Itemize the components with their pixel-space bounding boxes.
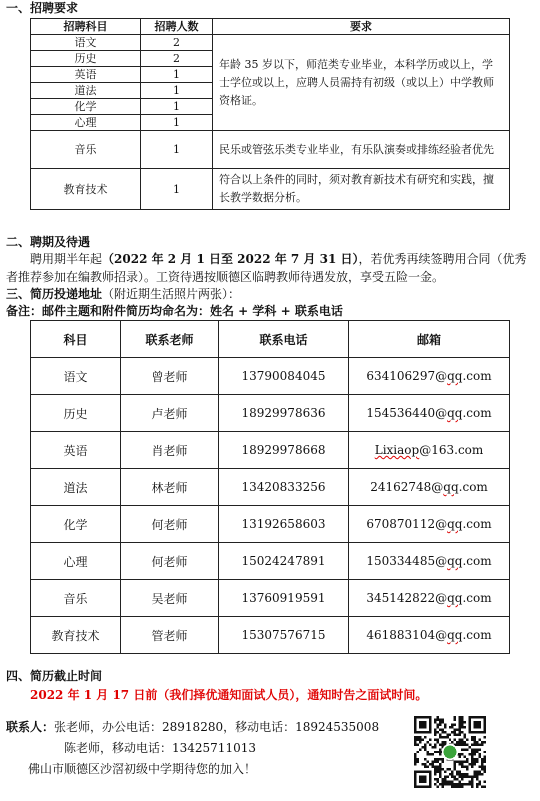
subject-cell: 英语: [31, 432, 121, 469]
subject-cell: 语文: [31, 35, 141, 51]
table-row: [31, 543, 510, 580]
section2-paragraph: [6, 250, 534, 286]
table-row: [31, 432, 510, 469]
email-cell[interactable]: [349, 617, 510, 654]
subject-cell: 英语: [31, 67, 141, 83]
phone-cell: 13790084045: [219, 358, 349, 395]
email-cell[interactable]: [349, 358, 510, 395]
term-start: 聘用期半年起: [30, 252, 103, 266]
count-cell: 2: [141, 51, 213, 67]
table-row: [31, 395, 510, 432]
count-cell: 1: [141, 115, 213, 131]
section3-title: 三、简历投递地址: [6, 287, 103, 301]
subject-cell: 教育技术: [31, 617, 121, 654]
header-subject: 科目: [31, 321, 121, 358]
phone-cell: 13192658603: [219, 506, 349, 543]
teacher-cell: 曾老师: [121, 358, 219, 395]
subject-cell: 教育技术: [31, 169, 141, 210]
email-suffix: .com: [462, 406, 492, 420]
email-suffix: .com: [462, 369, 492, 383]
email-prefix: 24162748@: [370, 480, 444, 494]
teacher-cell: 何老师: [121, 543, 219, 580]
header-subject: 招聘科目: [31, 19, 141, 35]
email-suffix: .com: [458, 480, 488, 494]
contact-line-2: 陈老师，移动电话：13425711013: [64, 741, 256, 755]
contact-table: [30, 320, 510, 654]
teacher-cell: 何老师: [121, 506, 219, 543]
subject-cell: 心理: [31, 115, 141, 131]
teacher-cell: 林老师: [121, 469, 219, 506]
contact-line-3: 佛山市顺德区沙滘初级中学期待您的加入！: [28, 762, 257, 776]
phone-cell: 13420833256: [219, 469, 349, 506]
table-header-row: [31, 321, 510, 358]
email-domain: qq: [447, 554, 463, 568]
phone-cell: 18929978668: [219, 432, 349, 469]
header-email: 邮箱: [349, 321, 510, 358]
table-row: [31, 169, 510, 210]
teacher-cell: 卢老师: [121, 395, 219, 432]
contact-line-1: 张老师，办公电话：28918280，移动电话：18924535008: [54, 720, 380, 734]
subject-cell: 心理: [31, 543, 121, 580]
email-suffix: @163.com: [419, 443, 484, 457]
email-suffix: .com: [462, 517, 492, 531]
section1-title: 一、招聘要求: [6, 1, 79, 15]
section3-heading: [6, 286, 240, 302]
email-domain: qq: [447, 406, 463, 420]
header-count: 招聘人数: [141, 19, 213, 35]
header-phone: 联系电话: [219, 321, 349, 358]
music-requirement: 民乐或管弦乐类专业毕业，有乐队演奏或排练经验者优先: [213, 131, 510, 169]
email-domain: qq: [447, 517, 463, 531]
email-cell[interactable]: [349, 543, 510, 580]
email-domain: qq: [447, 369, 463, 383]
teacher-cell: 吴老师: [121, 580, 219, 617]
email-domain: qq: [447, 591, 463, 605]
table-row: [31, 131, 510, 169]
contact-block: [6, 717, 379, 780]
email-suffix: .com: [462, 628, 492, 642]
email-prefix: 345142822@: [366, 591, 448, 605]
deadline-text: 2022 年 1 月 17 日前（我们择优通知面试人员），通知时告之面试时间。: [30, 688, 428, 702]
email-prefix: 461883104@: [366, 628, 448, 642]
subject-cell: 历史: [31, 395, 121, 432]
subject-cell: 音乐: [31, 580, 121, 617]
header-teacher: 联系老师: [121, 321, 219, 358]
email-prefix: 670870112@: [366, 517, 448, 531]
teacher-cell: 肖老师: [121, 432, 219, 469]
section3-note: （附近期生活照片两张）：: [102, 287, 241, 301]
email-cell[interactable]: [349, 580, 510, 617]
subject-cell: 道法: [31, 83, 141, 99]
table-row: [31, 469, 510, 506]
section2-title: 二、聘期及待遇: [6, 235, 91, 249]
table-row: [31, 35, 510, 51]
count-cell: 2: [141, 35, 213, 51]
subject-cell: 语文: [31, 358, 121, 395]
contact-label: 联系人：: [6, 720, 55, 734]
subject-cell: 道法: [31, 469, 121, 506]
qr-code-icon: [414, 716, 486, 788]
email-suffix: .com: [462, 591, 492, 605]
table-row: [31, 506, 510, 543]
email-domain: qq: [447, 628, 463, 642]
count-cell: 1: [141, 83, 213, 99]
phone-cell: 18929978636: [219, 395, 349, 432]
subject-cell: 音乐: [31, 131, 141, 169]
email-domain: Lixiaop: [374, 443, 420, 457]
header-requirements: 要求: [213, 19, 510, 35]
subject-cell: 历史: [31, 51, 141, 67]
term-details: ，若优秀再续签聘用合同（优秀者推荐参加在编教师招录）。工资待遇按顺德区临聘教师待遇发放，享受五险一金。: [6, 252, 527, 284]
phone-cell: 13760919591: [219, 580, 349, 617]
subject-cell: 化学: [31, 506, 121, 543]
subject-cell: 化学: [31, 99, 141, 115]
section3-remark: 备注：邮件主题和附件简历均命名为：姓名 + 学科 + 联系电话: [6, 304, 343, 318]
table-header-row: [31, 19, 510, 35]
term-dates: （2022 年 2 月 1 日至 2022 年 7 月 31 日）: [102, 252, 359, 266]
email-prefix: 154536440@: [366, 406, 448, 420]
email-domain: qq: [443, 480, 459, 494]
section4-title: 四、简历截止时间: [6, 669, 103, 683]
count-cell: 1: [141, 99, 213, 115]
email-cell[interactable]: [349, 432, 510, 469]
phone-cell: 15024247891: [219, 543, 349, 580]
table-row: [31, 617, 510, 654]
general-requirement: 年龄 35 岁以下，师范类专业毕业，本科学历或以上，学士学位或以上，应聘人员需持有初级（或以上）中学教师资格证。: [213, 35, 510, 131]
count-cell: 1: [141, 67, 213, 83]
tech-requirement: 符合以上条件的同时，须对教育新技术有研究和实践，擅长教学数据分析。: [213, 169, 510, 210]
phone-cell: 15307576715: [219, 617, 349, 654]
email-cell[interactable]: [349, 506, 510, 543]
email-cell[interactable]: [349, 395, 510, 432]
teacher-cell: 管老师: [121, 617, 219, 654]
email-cell[interactable]: [349, 469, 510, 506]
email-prefix: 634106297@: [366, 369, 448, 383]
count-cell: 1: [141, 169, 213, 210]
table-row: [31, 358, 510, 395]
email-suffix: .com: [462, 554, 492, 568]
count-cell: 1: [141, 131, 213, 169]
requirements-table: [30, 18, 510, 210]
email-prefix: 150334485@: [366, 554, 448, 568]
table-row: [31, 580, 510, 617]
